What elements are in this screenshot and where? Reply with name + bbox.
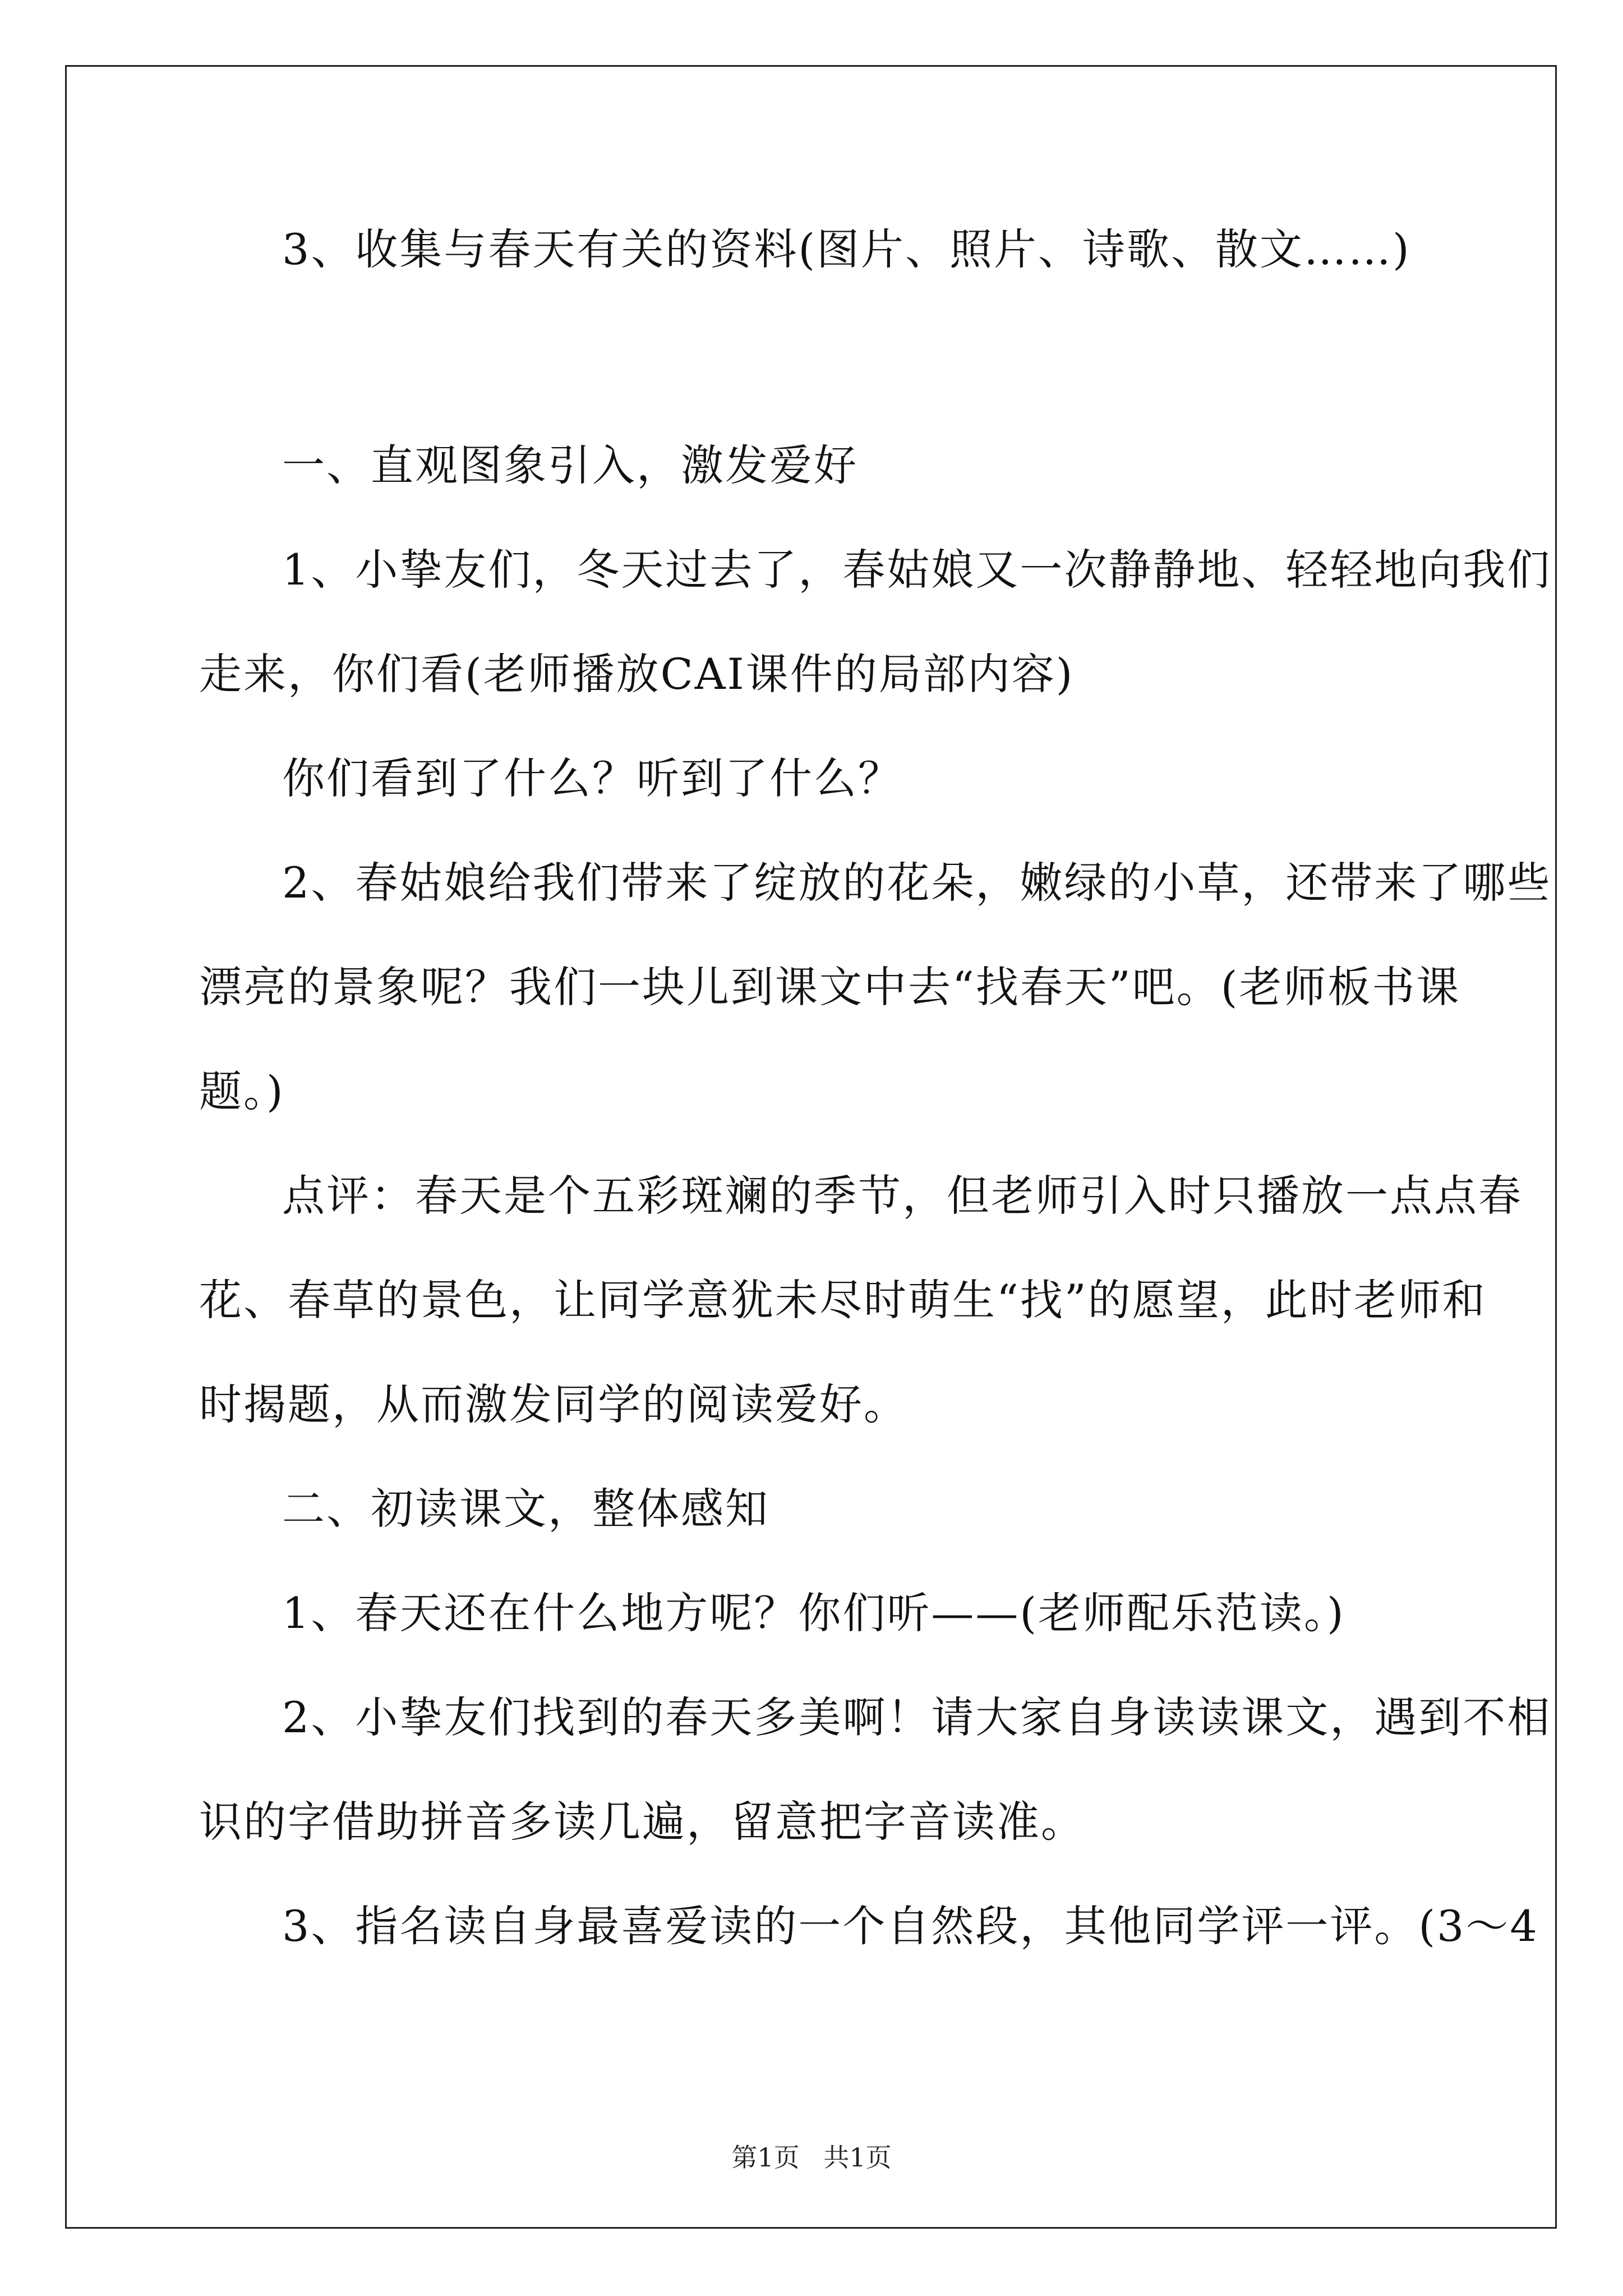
- paragraph-line: 点评：春天是个五彩斑斓的季节，但老师引入时只播放一点点春: [282, 1171, 1523, 1221]
- paragraph-line: 2、春姑娘给我们带来了绽放的花朵，嫩绿的小草，还带来了哪些: [282, 858, 1552, 908]
- paragraph-line: 2、小挚友们找到的春天多美啊！请大家自身读读课文，遇到不相: [282, 1692, 1552, 1742]
- section-heading: 二、初读课文，整体感知: [282, 1484, 769, 1534]
- page-total: 共1页: [823, 2142, 892, 2173]
- paragraph-line: 识的字借助拼音多读几遍，留意把字音读准。: [199, 1797, 1085, 1847]
- paragraph-line: 3、指名读自身最喜爱读的一个自然段，其他同学评一评。(3～4: [282, 1901, 1539, 1951]
- paragraph-line: 走来，你们看(老师播放CAI课件的局部内容): [199, 649, 1075, 699]
- section-heading: 一、直观图象引入，激发爱好: [282, 440, 858, 490]
- paragraph-line: 3、收集与春天有关的资料(图片、照片、诗歌、散文……): [282, 224, 1411, 274]
- paragraph-line: 1、春天还在什么地方呢？你们听——(老师配乐范读。): [282, 1588, 1345, 1638]
- page-footer: [0, 2137, 1623, 2174]
- paragraph-line: 你们看到了什么？听到了什么？: [282, 753, 902, 803]
- paragraph-line: 时揭题，从而激发同学的阅读爱好。: [199, 1379, 908, 1429]
- paragraph-line: 题。): [199, 1066, 285, 1116]
- paragraph-line: 花、春草的景色，让同学意犹未尽时萌生“找”的愿望，此时老师和: [199, 1275, 1487, 1325]
- paragraph-line: 漂亮的景象呢？我们一块儿到课文中去“找春天”吧。(老师板书课: [199, 962, 1461, 1012]
- page-number: 第1页: [731, 2142, 800, 2173]
- paragraph-line: 1、小挚友们，冬天过去了，春姑娘又一次静静地、轻轻地向我们: [282, 545, 1552, 595]
